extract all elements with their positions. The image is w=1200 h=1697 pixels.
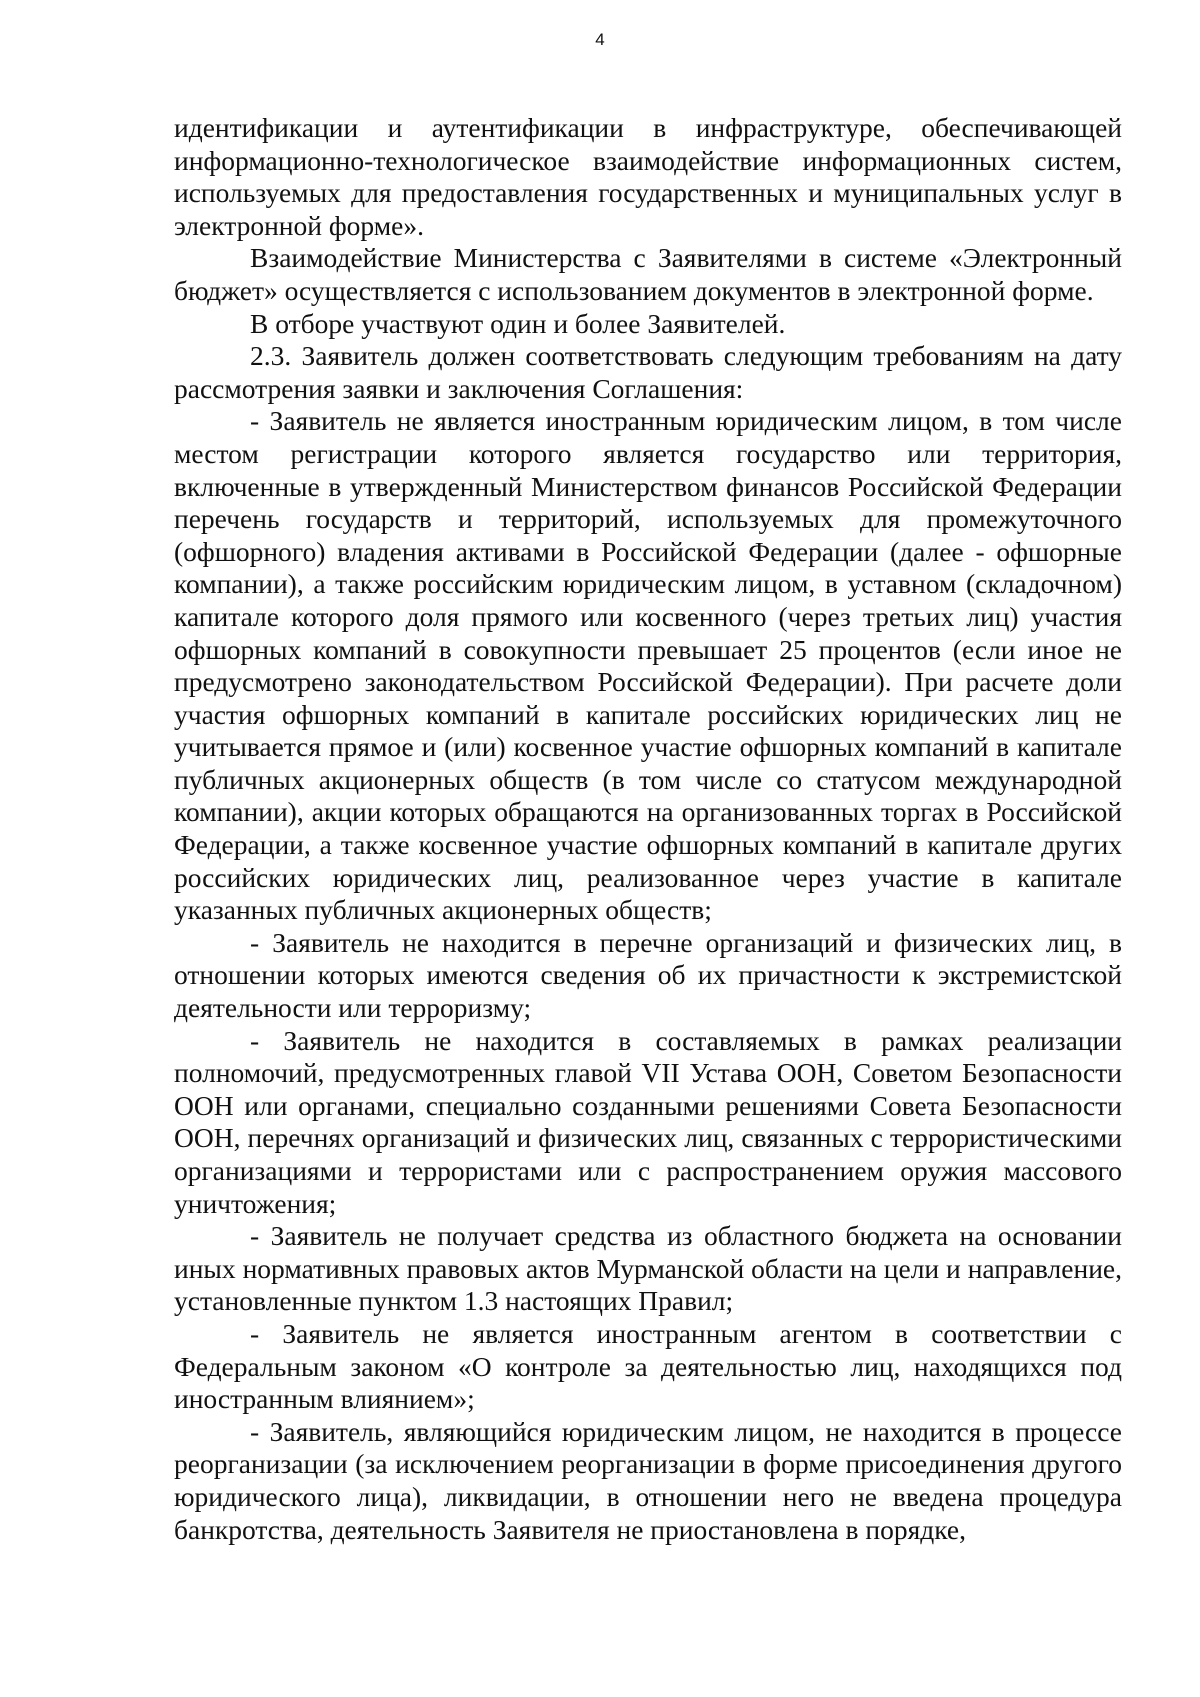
page-number: 4 xyxy=(595,30,605,49)
paragraph-interaction: Взаимодействие Министерства с Заявителями в системе «Электронный бюджет» осуществляется с использованием документов в электронной форме. xyxy=(174,242,1122,306)
paragraph-un-sanctions: - Заявитель не находится в составляемых в рамках реализации полномочий, предусмотренных главой VII Устава ООН, Советом Безопасности ООН или органами, специально созданными решениями Совета Безопасности ООН, перечнях организаций и физических лиц, связанных с террористическими организациями и террористами или с распространением оружия массового уничтожения; xyxy=(174,1024,1122,1219)
paragraph-offshore: - Заявитель не является иностранным юридическим лицом, в том числе местом регистрации которого является государство или территория, включенные в утвержденный Министерством финансов Российской Федерации перечень государств и территорий, используемых для промежуточного (офшорного) владения активами в Российской Федерации (далее - офшорные компании), а также российским юридическим лицом, в уставном (складочном) капитале которого доля прямого или косвенного (через третьих лиц) участия офшорных компаний в совокупности превышает 25 процентов (если иное не предусмотрено законодательством Российской Федерации). При расчете доли участия офшорных компаний в капитале российских юридических лиц не учитывается прямое и (или) косвенное участие офшорных компаний в капитале публичных акционерных обществ (в том числе со статусом международной компании), акции которых обращаются на организованных торгах в Российской Федерации, а также косвенное участие офшорных компаний в капитале других российских юридических лиц, реализованное через участие в капитале указанных публичных акционерных обществ; xyxy=(174,405,1122,926)
paragraph-participants: В отборе участвуют один и более Заявителей. xyxy=(250,307,786,339)
paragraph-foreign-agent: - Заявитель не является иностранным агентом в соответствии с Федеральным законом «О контроле за деятельностью лиц, находящихся под иностранным влиянием»; xyxy=(174,1317,1122,1415)
document-body xyxy=(174,112,1122,1546)
paragraph-requirements-intro: 2.3. Заявитель должен соответствовать следующим требованиям на дату рассмотрения заявки и заключения Соглашения: xyxy=(174,340,1122,404)
paragraph-regional-budget: - Заявитель не получает средства из областного бюджета на основании иных нормативных правовых актов Мурманской области на цели и направление, установленные пунктом 1.3 настоящих Правил; xyxy=(174,1220,1122,1317)
paragraph-identification: идентификации и аутентификации в инфраструктуре, обеспечивающей информационно-технологическое взаимодействие информационных систем, используемых для предоставления государственных и муниципальных услуг в электронной форме». xyxy=(174,112,1122,241)
paragraph-reorganization: - Заявитель, являющийся юридическим лицом, не находится в процессе реорганизации (за исключением реорганизации в форме присоединения другого юридического лица), ликвидации, в отношении него не введена процедура банкротства, деятельность Заявителя не приостановлена в порядке, xyxy=(174,1415,1122,1545)
paragraph-extremism: - Заявитель не находится в перечне организаций и физических лиц, в отношении которых имеются сведения об их причастности к экстремистской деятельности или терроризму; xyxy=(174,926,1122,1024)
